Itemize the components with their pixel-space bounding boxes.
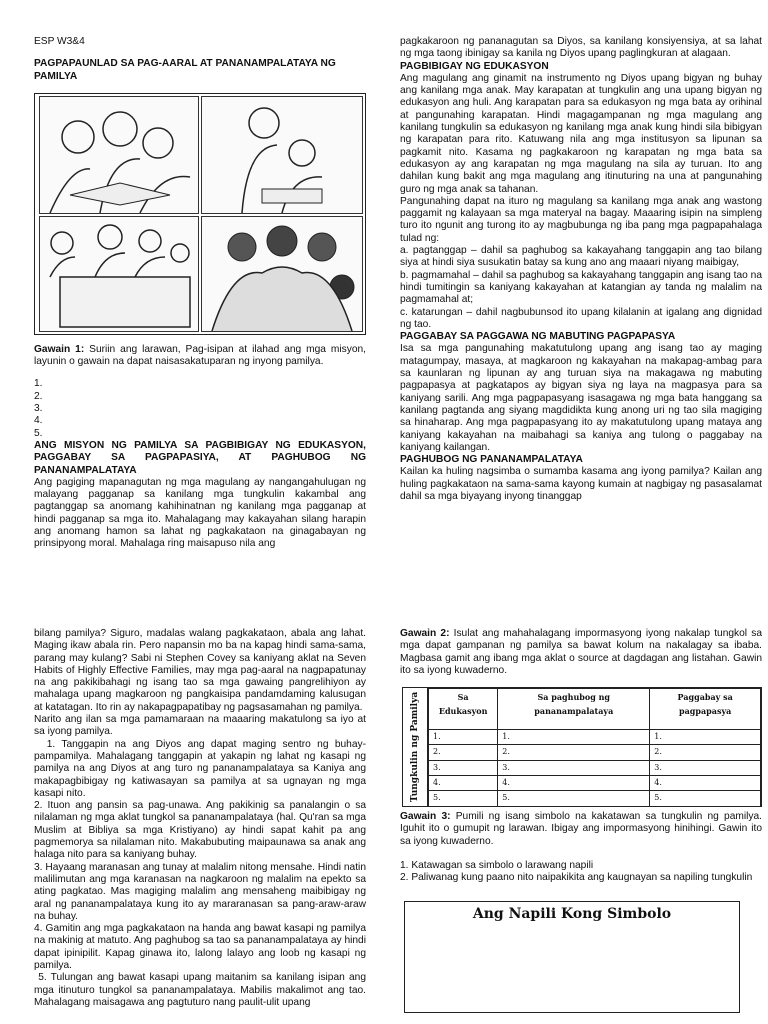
method-item-2: 2. Ituon ang pansin sa pag-unawa. Ang pakikinig sa panalangin o sa nilalaman ng mga aklat tungkol sa pananampalataya (hal. Qu'ran sa mga Muslim at Bibliya sa mga Kristiyano) ay hindi sapat kahit pa ang pagmemorya sa nilalaman nito. Makabubuting maipaunawa sa anak ang halaga nito para sa kaniyang buhay.	[34, 800, 366, 861]
gawain1-label: Gawain 1:	[34, 343, 85, 355]
bottom-left-column	[34, 628, 369, 1009]
value-item-b: b. pagmamahal – dahil sa paghubog sa kakayahang tanggapin ang isang tao na hindi tumitingin sa kaniyang kakayahan at katangian ay tanda ng malalim na pagmamahal at;	[400, 269, 762, 306]
value-item-c: c. katarungan – dahil nagbubunsod ito upang kilalanin at igalang ang dignidad ng tao.	[400, 306, 762, 330]
gawain3-instruction	[400, 811, 762, 848]
parent-teaching-illustration	[201, 96, 363, 214]
gawain3-text: Pumili ng isang simbolo na kakatawan sa tungkulin ng pamilya. Iguhit ito o gumupit ng larawan. Ibigay ang impormasyong hinihingi. Gawin ito sa iyong kuwaderno.	[400, 811, 762, 847]
gawain3-item-1: 1. Katawagan sa simbolo o larawang napili	[400, 860, 594, 872]
method-item-5: 5. Tulungan ang bawat kasapi upang maitanim sa kanilang isipan ang mga itinuturo tungkol sa pananampalataya. Mabilis makalimot ang tao. Mahalagang maisagawa ang pagtuturo nang paulit-ulit upang	[34, 972, 369, 1008]
list-item: 2.	[34, 390, 43, 402]
list-item: 3.	[34, 403, 43, 415]
edukasyon-paragraph-2: Pangunahing dapat na ituro ng magulang sa kanilang mga anak ang wastong paggamit ng kalayaan sa mga materyal na bagay. Maaaring isipin na simpleng turo ito ngunit ang turong ito ay magbubunga ng iba pang mga pagpapahalaga tulad ng:	[400, 195, 762, 244]
gawain1-text: Suriin ang larawan, Pag-isipan at ilahad ang mga misyon, layunin o gawain na dapat naisasakatuparan ng inyong pamilya.	[34, 343, 366, 368]
table-side-label: Tungkulin ng Pamilya	[403, 688, 428, 806]
misyon-paragraph: Ang pagiging mapanagutan ng mga magulang ay nangangahulugan ng malayang pagganap sa kanilang mga tungkulin kakambal ang pagtanggap sa anomang kahihinatnan ng kanilang mga pagganap at hindi pagganap sa mga ito. Mahalagang may kakayahan silang harapin ang anomang hamon sa lahat ng pagkakataon na ginagabayan ng prinsipyong moral. Mahalaga ring maisapuso nila ang	[34, 476, 366, 550]
methods-intro: Narito ang ilan sa mga pamamaraan na maaaring makatulong sa iyo at sa iyong pamilya.	[34, 714, 366, 738]
table-row: 4. 4. 4.	[429, 776, 761, 791]
list-item: 5.	[34, 427, 43, 439]
edukasyon-paragraph-1: Ang magulang ang ginamit na instrumento ng Diyos upang bigyan ng buhay ang kanilang mga anak. May karapatan at tungkulin ang una upang bigyan ng edukasyon ang huli. Ang karapatan para sa edukasyon ng mga bata ay orihinal at pangunahing karapatan. Hindi magagampanan ng mga magulang ang kanilang tungkulin sa edukasyon ng kanilang mga anak kung hindi sila bibigyan ng karapatan para rito. Katuwang nila ang mga institusyon sa lipunan sa pagkamit nito. Kasama ng pagkakaroon ng karapatan ng mga bata sa edukasyon ay ang karapatan ng mga magulang na sila ay turuan. Ito ang dahilan kung bakit ang mga magulang ang itinuturing na una at pangunahing guro ng mga anak sa tahanan.	[400, 72, 762, 195]
worksheet-title: PAGPAPAUNLAD SA PAG-AARAL AT PANANAMPALATAYA NG PAMILYA	[34, 58, 336, 82]
gawain2-label: Gawain 2:	[400, 628, 450, 639]
table-row: 1. 1. 1.	[429, 730, 761, 745]
gawain1-answer-list	[34, 378, 366, 439]
bottom-right-column	[400, 628, 762, 1013]
paghubog-paragraph: Kailan ka huling nagsimba o sumamba kasama ang iyong pamilya? Kailan ang huling pagkakataon na sama-sama kayong kumain at nagbigay ng pasasalamat dahil sa mga biyayang inyong tinanggap	[400, 466, 762, 502]
worksheet-code: ESP W3&4	[34, 36, 85, 47]
value-item-a: a. pagtanggap – dahil sa paghubog sa kakayahang tanggapin ang tao bilang siya at hindi siya susukatin batay sa kung ano ang maaari niyang maibigay,	[400, 245, 762, 269]
gawain2-instruction	[400, 628, 762, 677]
table-header: Sa paghubog ng pananampalataya	[498, 689, 650, 730]
top-right-column	[400, 36, 762, 503]
tungkulin-table	[402, 687, 762, 807]
paghubog-heading: PAGHUBOG NG PANANAMPALATAYA	[400, 454, 583, 466]
family-reading-illustration	[39, 96, 199, 214]
gawain3-item-2: 2. Paliwanag kung paano nito naipakikita ang kaugnayan sa napiling tungkulin	[400, 872, 753, 884]
gawain3-label: Gawain 3:	[400, 811, 451, 823]
top-left-column	[34, 36, 366, 551]
method-item-4: 4. Gamitin ang mga pagkakataon na handa ang bawat kasapi ng pamilya na makinig at matuto. Ang paghubog sa tao sa pananampalataya ay hindi dapat ipinipilit. Kapag ginawa ito, lalong lalayo ang loob ng kasapi ng pamilya.	[34, 923, 366, 972]
family-praying-illustration	[39, 216, 199, 332]
continued-paragraph: pagkakaroon ng pananagutan sa Diyos, sa kanilang konsiyensiya, at sa lahat ng mga taong ibinigay sa kanila ng Diyos upang paglingkuran at alagaan.	[400, 36, 762, 60]
method-item-3: 3. Hayaang maranasan ang tunay at malalim nitong mensahe. Hindi natin malilimutan ang mga karanasan na nagkaroon ng malalim na epekto sa ating pagkatao. Mas magiging malalim ang mensaheng maibibigay ng aral ng pananampalataya kung ito ay mararanasan sa pang-araw-araw na buhay.	[34, 861, 366, 922]
edukasyon-heading: PAGBIBIGAY NG EDUKASYON	[400, 60, 549, 72]
misyon-heading: ANG MISYON NG PAMILYA SA PAGBIBIGAY NG EDUKASYON, PAGGABAY SA PAGPAPASIYA, AT PAGHUBOG NG PANANAMPALATAYA	[34, 439, 366, 476]
list-item: 4.	[34, 415, 43, 427]
paggabay-paragraph: Isa sa mga pangunahing makatutulong upang ang isang tao ay maging matagumpay, masaya, at magkaroon ng kakayahan na makapag-ambag para sa kaunlaran ng lipunan ay ang turuan siya na makagawa ng mabuting pagpapasya at pagkatapos ay bigyan siya ng laya na magpasya para sa kaniyang sarili. Ang mga pagpapasyang isasagawa ng mga bata hanggang sa kanilang pagtanda ang siyang magdidikta kung anong uri ng tao sila magiging sa hinaharap. Ang mga pagpapasyang ito ay makatutulong upang mataya ang kaniyang kakayahan na maibahagi sa kaniya ang tulong o paggabay na kaniyang kailangan.	[400, 343, 762, 453]
simbolo-box-title: Ang Napili Kong Simbolo	[472, 905, 672, 922]
table-row: 5. 5. 5.	[429, 791, 761, 806]
family-hugging-illustration	[201, 216, 363, 332]
method-item-1: 1. Tanggapin na ang Diyos ang dapat maging sentro ng buhay-pampamilya. Mahalagang tanggapin at yakapin ng lahat ng kasapi ng pamilya na ang Diyos at ang turo ng pananampalataya sa Kaniya ang makapagbibigay ng katiwasayan sa pamilya at sa ugnayan ng mga kasapi nito.	[34, 738, 369, 799]
table-row: 3. 3. 3.	[429, 760, 761, 775]
table-header: Paggabay sa pagpapasya	[650, 689, 761, 730]
list-item: 1.	[34, 378, 43, 390]
paggabay-heading: PAGGABAY SA PAGGAWA NG MABUTING PAGPAPASYA	[400, 331, 676, 343]
table-row: 2. 2. 2.	[429, 745, 761, 760]
continued-paragraph: bilang pamilya? Siguro, madalas walang pagkakataon, abala ang lahat. Maging ikaw abala rin. Pero napansin mo ba na kapag hindi sama-sama, parang may kulang? Sabi ni Stephen Covey sa kaniyang aklat na Seven Habits of Highly Effective Families, may mga pag-aaral na nagpapatunay na ang pakikibahagi ng isang tao sa mga gawaing pangrelihiyon ay mahalaga upang magkaroon ng pangkaisipa pandamdaming kalusugan at katatagan. Ito rin ay nakapagpapatibay ng pagsasamahan ng pamilya.	[34, 628, 366, 713]
gawain1-instruction	[34, 344, 366, 369]
simbolo-box	[404, 901, 740, 1013]
gawain2-text: Isulat ang mahahalagang impormasyong iyong nakalap tungkol sa mga dapat gampanan ng pamilya sa bawat kolum na nakalagay sa ibaba. Magbasa gamit ang ibang mga aklat o source at dagdagan ang listahan. Gawin ito sa iyong kuwaderno.	[400, 628, 762, 676]
table-header: Sa Edukasyon	[429, 689, 498, 730]
illustration-grid	[34, 93, 366, 335]
